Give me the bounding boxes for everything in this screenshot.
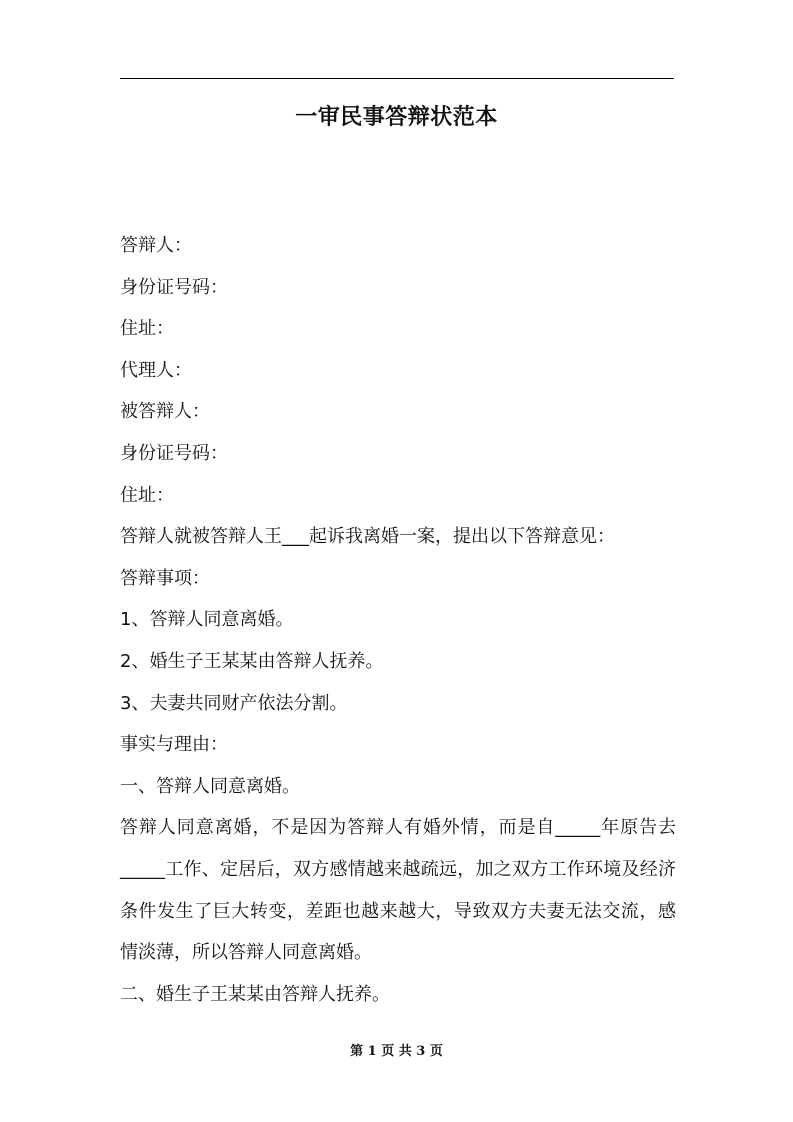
header-rule bbox=[120, 78, 674, 79]
reason-paragraph-1: 答辩人同意离婚，不是因为答辩人有婚外情，而是自_____年原告去_____工作、定居后，双方感情越来越疏远，加之双方工作环境及经济条件发生了巨大转变，差距也越来越大，导致双方夫妻无法交流，感情淡薄，所以答辩人同意离婚。 bbox=[120, 817, 676, 964]
facts-reasons-heading: 事实与理由： bbox=[120, 734, 228, 756]
reason-heading-1: 一、答辩人同意离婚。 bbox=[120, 775, 300, 797]
intro-paragraph: 答辩人就被答辩人王___起诉我离婚一案，提出以下答辩意见： bbox=[120, 526, 615, 548]
defendant-id-number-label: 身份证号码： bbox=[120, 276, 228, 298]
document-title: 一审民事答辩状范本 bbox=[295, 105, 498, 130]
defense-items-heading: 答辩事项： bbox=[120, 567, 210, 589]
respondent-label: 被答辩人： bbox=[120, 401, 210, 423]
agent-label: 代理人： bbox=[120, 359, 192, 381]
defendant-address-label: 住址： bbox=[120, 318, 174, 340]
page-number-footer: 第 1 页 共 3 页 bbox=[350, 1044, 443, 1059]
defense-item-1: 1、答辩人同意离婚。 bbox=[120, 609, 294, 631]
defendant-label: 答辩人： bbox=[120, 235, 192, 256]
respondent-id-number-label: 身份证号码： bbox=[120, 442, 228, 464]
reason-heading-2: 二、婚生子王某某由答辩人抚养。 bbox=[120, 983, 390, 1005]
document-body bbox=[120, 225, 676, 1015]
defense-item-2: 2、婚生子王某某由答辩人抚养。 bbox=[120, 650, 384, 672]
defense-item-3: 3、夫妻共同财产依法分割。 bbox=[120, 692, 348, 714]
respondent-address-label: 住址： bbox=[120, 484, 174, 506]
